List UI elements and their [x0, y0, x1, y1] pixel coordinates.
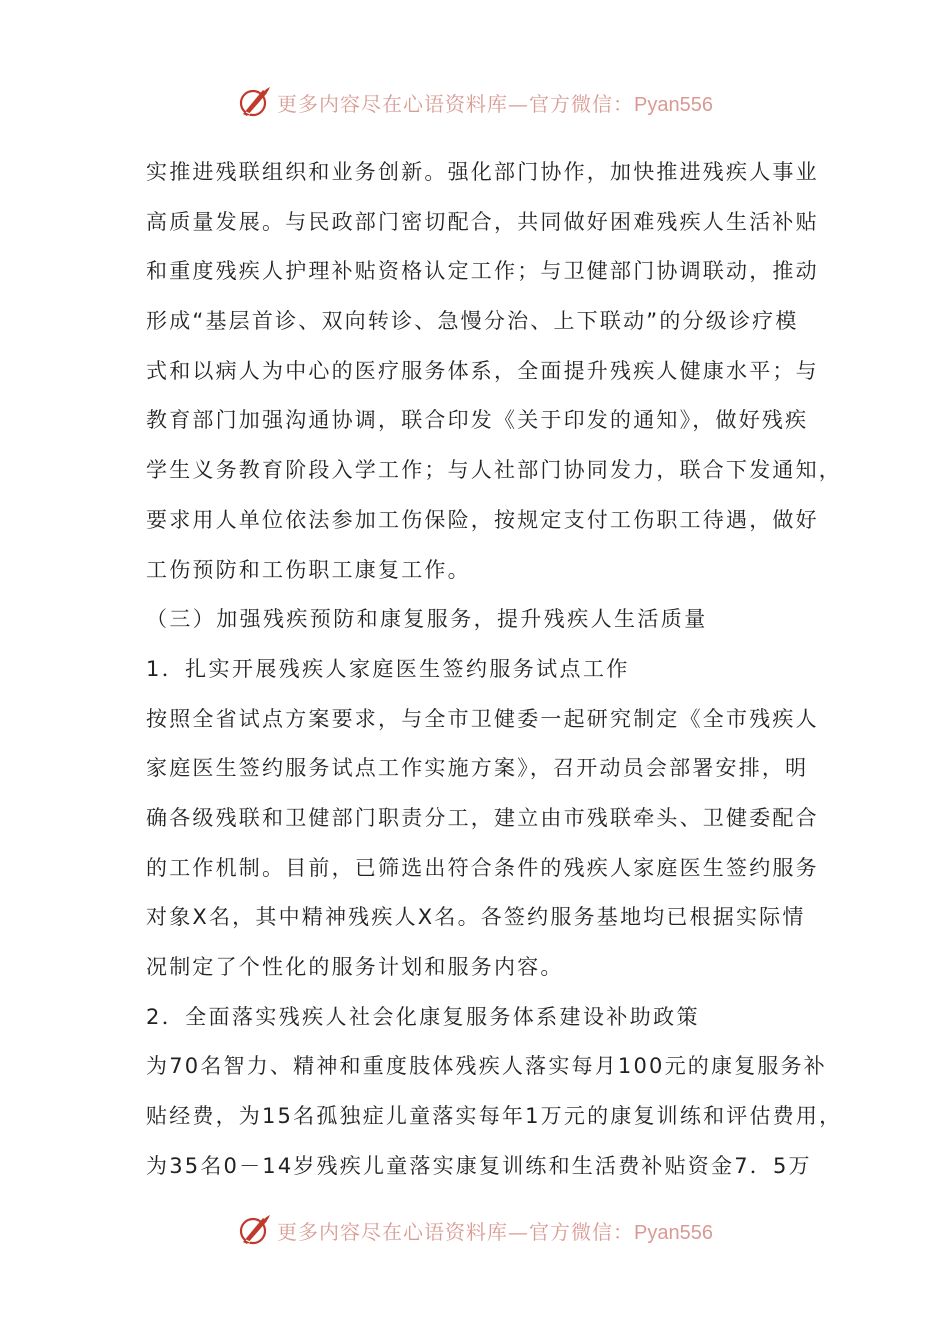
body-line: 为35名0－14岁残疾儿童落实康复训练和生活费补贴资金7．5万 [146, 1153, 812, 1178]
body-line: 工伤预防和工伤职工康复工作。 [146, 557, 471, 582]
body-line: 学生义务教育阶段入学工作；与人社部门协同发力，联合下发通知， [146, 458, 842, 483]
body-line: 高质量发展。与民政部门密切配合，共同做好困难残疾人生活补贴 [146, 209, 819, 234]
watermark-footer [0, 1210, 950, 1250]
body-line: 式和以病人为中心的医疗服务体系，全面提升残疾人健康水平；与 [146, 358, 819, 383]
body-line: 和重度残疾人护理补贴资格认定工作；与卫健部门协调联动，推动 [146, 259, 819, 284]
watermark-text [277, 88, 713, 117]
body-line: 实推进残联组织和业务创新。强化部门协作，加快推进残疾人事业 [146, 160, 819, 184]
watermark-text [277, 1216, 713, 1245]
body-line: 对象X名，其中精神残疾人X名。各签约服务基地均已根据实际情 [146, 905, 806, 930]
body-line: 形成“基层首诊、双向转诊、急慢分治、上下联动”的分级诊疗模 [146, 309, 799, 334]
body-line: 家庭医生签约服务试点工作实施方案》，召开动员会部署安排，明 [146, 756, 809, 781]
body-line: 确各级残联和卫健部门职责分工，建立由市残联牵头、卫健委配合 [146, 805, 819, 830]
body-line: 按照全省试点方案要求，与全市卫健委一起研究制定《全市残疾人 [146, 706, 819, 731]
watermark-account: Pyan556 [634, 1221, 713, 1244]
watermark-account: Pyan556 [634, 93, 713, 116]
watermark-header [0, 82, 950, 122]
body-line: 教育部门加强沟通协调，联合印发《关于印发的通知》，做好残疾 [146, 408, 809, 433]
subsection-heading: 2．全面落实残疾人社会化康复服务体系建设补助政策 [146, 1004, 700, 1029]
document-body [146, 148, 843, 1191]
watermark-prefix: 更多内容尽在心语资料库—官方微信： [277, 1219, 635, 1244]
body-line: 贴经费，为15名孤独症儿童落实每年1万元的康复训练和评估费用， [146, 1104, 843, 1129]
watermark-prefix: 更多内容尽在心语资料库—官方微信： [277, 91, 635, 116]
body-line: 要求用人单位依法参加工伤保险，按规定支付工伤职工待遇，做好 [146, 507, 819, 532]
section-heading: （三）加强残疾预防和康复服务，提升残疾人生活质量 [146, 607, 708, 632]
body-line: 况制定了个性化的服务计划和服务内容。 [146, 955, 564, 979]
body-line: 的工作机制。目前，已筛选出符合条件的残疾人家庭医生签约服务 [146, 855, 819, 880]
subsection-heading: 1．扎实开展残疾人家庭医生签约服务试点工作 [146, 656, 630, 681]
quill-pen-circle-icon [237, 84, 273, 120]
body-line: 为70名智力、精神和重度肢体残疾人落实每月100元的康复服务补 [146, 1054, 828, 1079]
quill-pen-circle-icon [237, 1212, 273, 1248]
